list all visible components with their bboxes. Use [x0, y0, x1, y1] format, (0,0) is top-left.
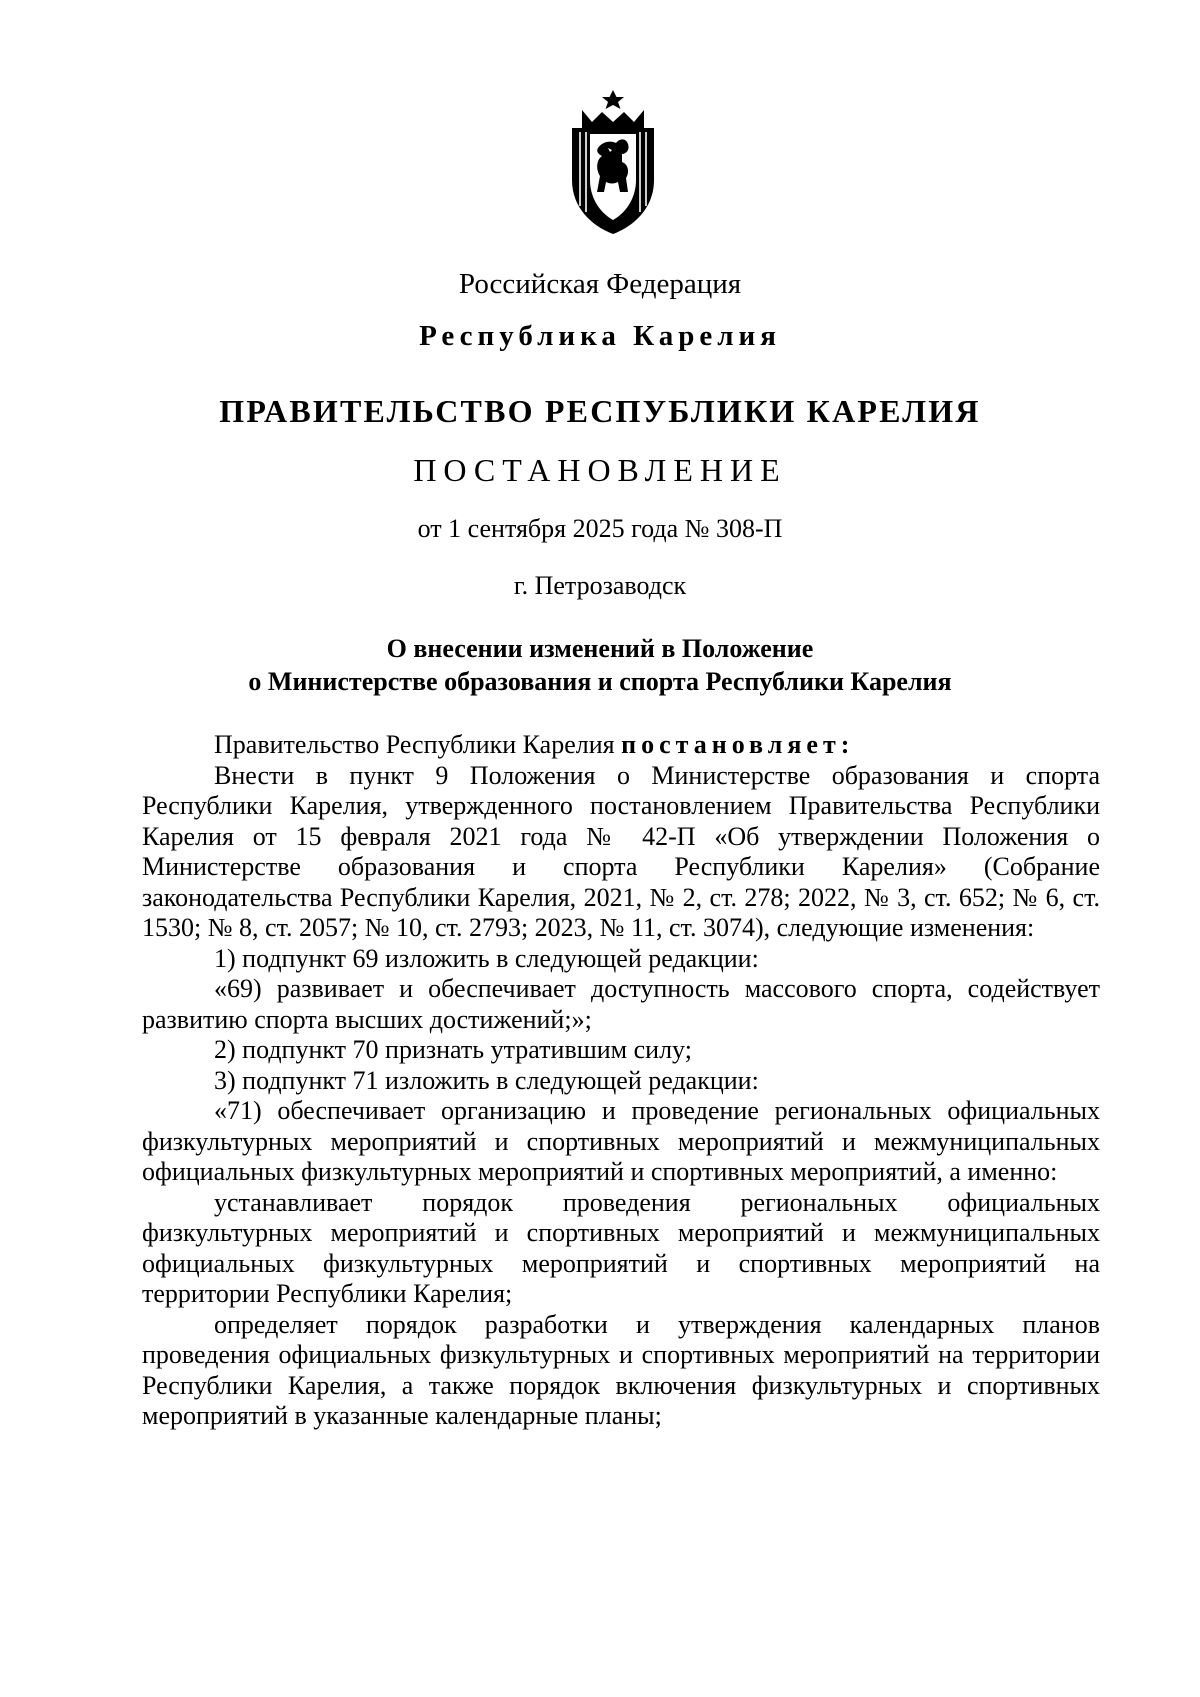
- title-line-2: о Министерстве образования и спорта Республики Карелия: [248, 667, 952, 696]
- body-paragraph: 3) подпункт 71 изложить в следующей редакции:: [214, 1065, 759, 1095]
- intro-text: Правительство Республики Карелия: [214, 730, 622, 759]
- title-line-1: О внесении изменений в Положение: [386, 634, 814, 663]
- body-paragraph: «69) развивает и обеспечивает доступность массового спорта, содействует развитию спорта высших достижений;»;: [142, 974, 1100, 1034]
- karelia-coat-of-arms-icon: [562, 88, 664, 236]
- country-name: Российская Федерация: [458, 268, 742, 300]
- body-paragraph: устанавливает порядок проведения региональных официальных физкультурных мероприятий и спортивных мероприятий и межмуниципальных официальных физкультурных мероприятий и спортивных мероприятий на территории Республики Карелия;: [142, 1187, 1100, 1308]
- document-title: [0, 632, 1200, 698]
- document-date-number: от 1 сентября 2025 года № 308-П: [417, 514, 783, 543]
- document-type: ПОСТАНОВЛЕНИЕ: [413, 452, 787, 488]
- body-paragraph: Внести в пункт 9 Положения о Министерстве образования и спорта Республики Карелия, утвержденного постановлением Правительства Республики Карелия от 15 февраля 2021 года № 42-П «Об утверждении Положения о Министерстве образования и спорта Республики Карелия» (Собрание законодательства Республики Карелия, 2021, № 2, ст. 278; 2022, № 3, ст. 652; № 6, ст. 1530; № 8, ст. 2057; № 10, ст. 2793; 2023, № 11, ст. 3074), следующие изменения:: [142, 760, 1100, 942]
- republic-name: Республика Карелия: [419, 320, 781, 352]
- intro-paragraph: [142, 730, 1100, 761]
- body-paragraph: 2) подпункт 70 признать утратившим силу;: [214, 1035, 692, 1064]
- intro-verb: постановляет:: [621, 730, 855, 759]
- body-paragraph: определяет порядок разработки и утверждения календарных планов проведения официальных физкультурных и спортивных мероприятий на территории Республики Карелия, а также порядок включения физкультурных и спортивных мероприятий в указанные календарные планы;: [142, 1309, 1100, 1430]
- body-paragraph: 1) подпункт 69 изложить в следующей редакции:: [214, 943, 759, 973]
- document-city: г. Петрозаводск: [513, 571, 687, 600]
- government-name: ПРАВИТЕЛЬСТВО РЕСПУБЛИКИ КАРЕЛИЯ: [219, 393, 981, 429]
- body-paragraph: «71) обеспечивает организацию и проведение региональных официальных физкультурных мероприятий и спортивных мероприятий и межмуниципальных официальных физкультурных мероприятий и спортивных мероприятий, а именно:: [142, 1096, 1100, 1186]
- document-body: [142, 730, 1100, 1432]
